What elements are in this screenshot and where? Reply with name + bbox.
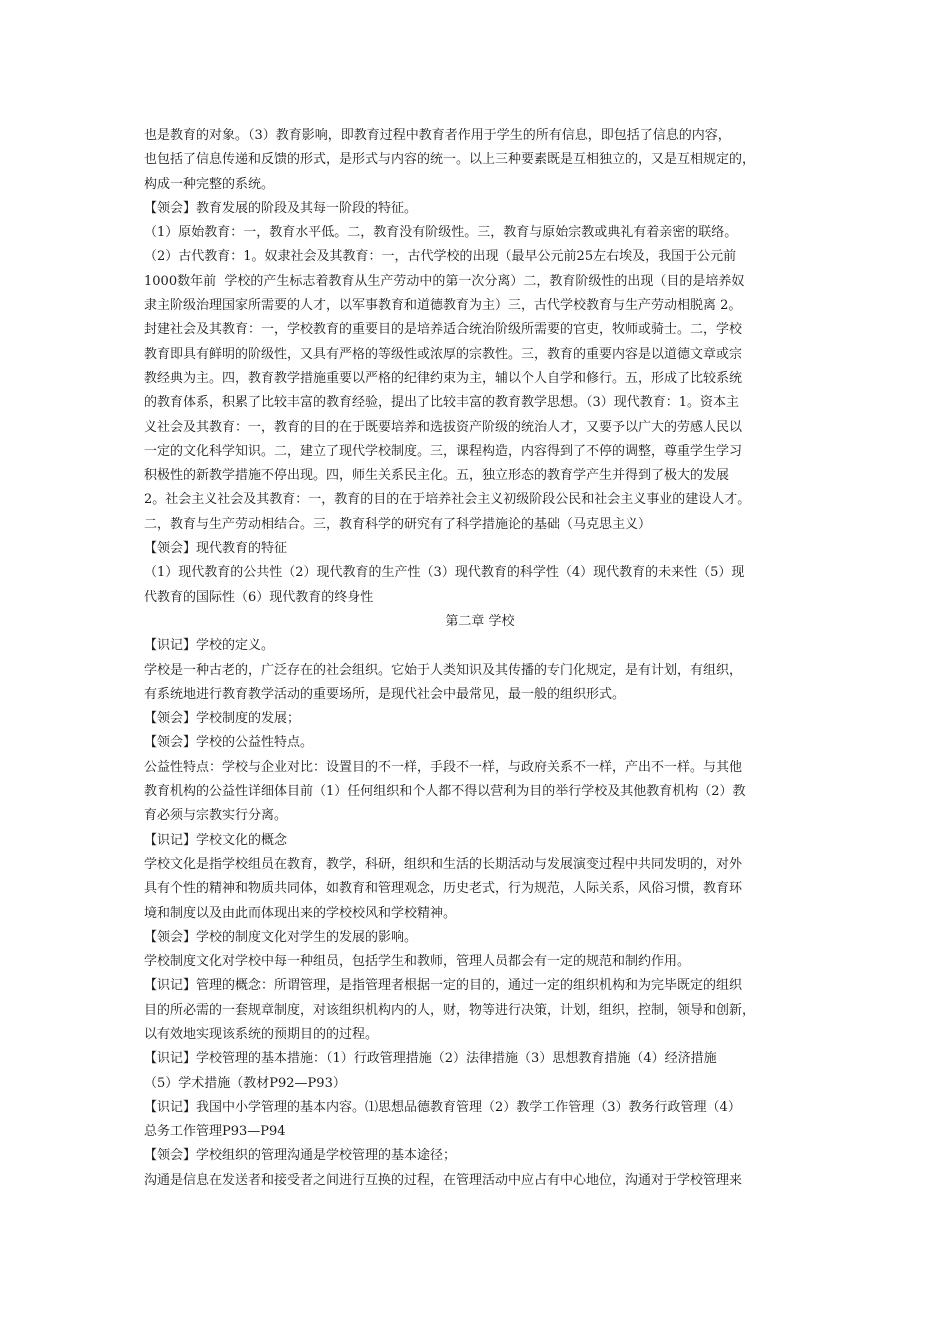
document-page <box>144 124 816 1193</box>
text-line: 学校制度文化对学校中每一种组员，包括学生和教师，管理人员都会有一定的规范和制约作用。 <box>144 954 691 970</box>
text-line: 沟通是信息在发送者和接受者之间进行互换的过程，在管理活动中应占有中心地位，沟通对于学校管理来 <box>144 1172 743 1188</box>
text-line: 积极性的新教学措施不停出现。四，师生关系民主化。五，独立形态的教育学产生并得到了极大的发展 <box>144 468 730 484</box>
section-heading: 【识记】学校管理的基本措施：（1）行政管理措施（2）法律措施（3）思想教育措施（4）经济措施 <box>144 1051 717 1067</box>
section-heading: 【识记】学校文化的概念 <box>144 832 288 848</box>
text-line: 也包括了信息传递和反馈的形式，是形式与内容的统一。以上三种要素既是互相独立的，又是互相规定的， <box>144 152 756 168</box>
text-line: 教育机构的公益性详细体目前（1）任何组织和个人都不得以营利为目的举行学校及其他教育机构（2）教 <box>144 784 746 800</box>
section-heading: 【领会】学校组织的管理沟通是学校管理的基本途径； <box>144 1148 457 1164</box>
text-line: 也是教育的对象。（3）教育影响，即教育过程中教育者作用于学生的所有信息，即包括了信息的内容， <box>144 128 731 143</box>
text-line: （1）现代教育的公共性（2）现代教育的生产性（3）现代教育的科学性（4）现代教育的未来性（5）现 <box>144 565 745 581</box>
text-line: 构成一种完整的系统。 <box>144 176 275 192</box>
text-line: 义社会及其教育：一，教育的目的在于既要培养和选拔资产阶级的统治人才，又要予以广大的劳感人民以 <box>144 419 743 435</box>
text-line: 一定的文化科学知识。二，建立了现代学校制度。三，课程构造，内容得到了不停的调整，尊重学生学习 <box>144 443 743 459</box>
text-line: 1000数年前 学校的产生标志着教育从生产劳动中的第一次分离）二，教育阶级性的出现（目的是培养奴 <box>144 273 745 289</box>
text-line: 总务工作管理P93—P94 <box>144 1124 286 1140</box>
section-heading: 【识记】我国中小学管理的基本内容。⑴思想品德教育管理（2）教学工作管理（3）教务行政管理（4） <box>144 1099 741 1115</box>
section-heading: 【领会】学校制度的发展； <box>144 711 301 727</box>
text-line: 有系统地进行教育教学活动的重要场所，是现代社会中最常见，最一般的组织形式。 <box>144 686 626 702</box>
text-line: 二，教育与生产劳动相结合。三，教育科学的研究有了科学措施论的基础（马克思主义） <box>144 516 652 532</box>
text-line: 以有效地实现该系统的预期目的的过程。 <box>144 1026 379 1042</box>
text-line: 学校文化是指学校组员在教育，教学，科研，组织和生活的长期活动与发展演变过程中共同发明的，对外 <box>144 856 743 872</box>
section-heading: 【领会】学校的公益性特点。 <box>144 735 314 751</box>
text-line: 的教育体系，积累了比较丰富的教育经验，提出了比较丰富的教育教学思想。（3）现代教育：1。资本主 <box>144 395 740 411</box>
text-line: 具有个性的精神和物质共同体，如教育和管理观念，历史老式，行为规范，人际关系，风俗习惯，教育环 <box>144 881 743 897</box>
text-line: 封建社会及其教育：一，学校教育的重要目的是培养适合统治阶级所需要的官吏，牧师或骑士。二，学校 <box>144 322 743 338</box>
text-line: （5）学术措施（教材P92—P93） <box>144 1075 346 1091</box>
text-line: 教育即具有鲜明的阶级性，又具有严格的等级性或浓厚的宗教性。三，教育的重要内容是以道德文章或宗 <box>144 346 743 362</box>
text-line: （1）原始教育：一，教育水平低。二，教育没有阶级性。三，教育与原始宗教或典礼有着亲密的联络。 <box>144 225 738 241</box>
text-line: 代教育的国际性（6）现代教育的终身性 <box>144 589 374 605</box>
text-line: 2。社会主义社会及其教育：一，教育的目的在于培养社会主义初级阶段公民和社会主义事业的建设人才。 <box>144 492 751 508</box>
section-heading: 【识记】管理的概念：所谓管理，是指管理者根据一定的目的，通过一定的组织机构和为完毕既定的组织 <box>144 978 743 994</box>
chapter-title: 第二章 学校 <box>445 613 515 629</box>
text-line: 境和制度以及由此而体现出来的学校校风和学校精神。 <box>144 905 457 921</box>
section-heading: 【领会】学校的制度文化对学生的发展的影响。 <box>144 929 418 945</box>
text-line: 公益性特点：学校与企业对比：设置目的不一样，手段不一样，与政府关系不一样，产出不一样。与其他 <box>144 759 743 775</box>
text-line: （2）古代教育：1。奴隶社会及其教育：一，古代学校的出现（最早公元前25左右埃及，我国于公元前 <box>144 249 737 265</box>
text-line: 目的所必需的一套规章制度，对该组织机构内的人，财，物等进行决策，计划，组织，控制，领导和创新， <box>144 1002 756 1018</box>
text-line: 教经典为主。四，教育教学措施重要以严格的纪律约束为主，辅以个人自学和修行。五，形成了比较系统 <box>144 370 743 386</box>
section-heading: 【领会】现代教育的特征 <box>144 541 288 557</box>
text-line: 育必须与宗教实行分离。 <box>144 808 288 824</box>
section-heading: 【识记】学校的定义。 <box>144 638 275 654</box>
text-line: 隶主阶级治理国家所需要的人才，以军事教育和道德教育为主）三，古代学校教育与生产劳动相脱离 2。 <box>144 298 742 314</box>
text-line: 学校是一种古老的，广泛存在的社会组织。它始于人类知识及其传播的专门化规定，是有计划，有组织， <box>144 662 743 678</box>
section-heading: 【领会】教育发展的阶段及其每一阶段的特征。 <box>144 200 418 216</box>
